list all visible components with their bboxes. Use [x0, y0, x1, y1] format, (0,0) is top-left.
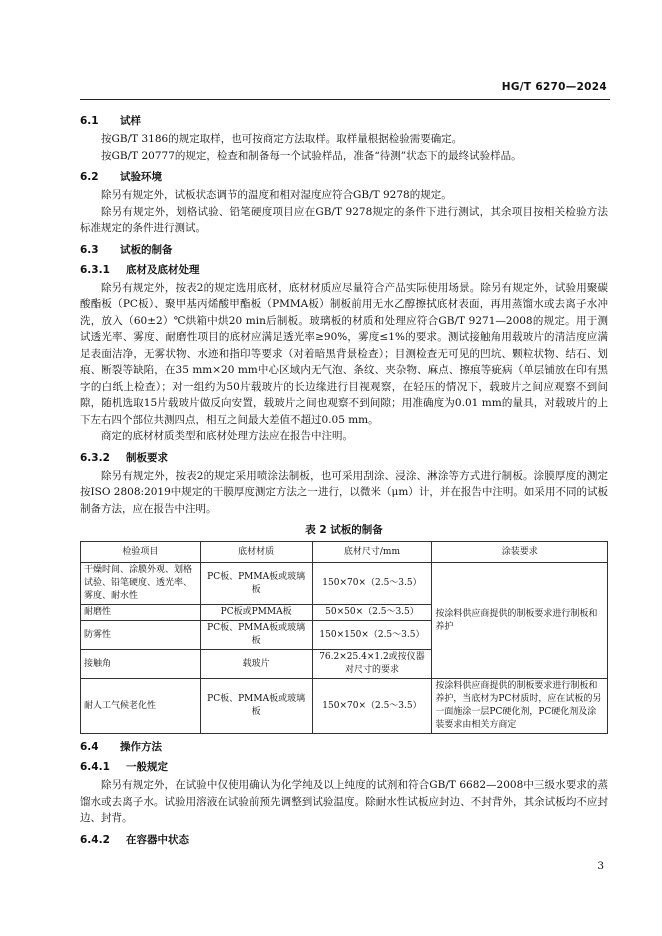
- table-cell: 150×150×（2.5～3.5）: [312, 621, 432, 650]
- paragraph: 按GB/T 3186的规定取样，也可按商定方法取样。取样量根据检验需要确定。: [101, 133, 463, 145]
- paragraph: 除另有规定外，按表2的规定选用底材，底材材质应尽量符合产品实际使用场景。除另有规定外，试验用聚碳酸酯板（PC板）、聚甲基丙烯酸甲酯板（PMMA板）制板前用无水乙醇擦拭底材表面，再用蒸馏水或去离子水冲洗，放入（60±2）℃烘箱中烘20 min后制板。玻璃板的材质和处理应符合GB/T 9271—2008的规定。用于测试透光率、雾度、耐磨性项目的底材应满足透光率≥90%，雾度≤1%的要求。测试接触角用载玻片的清洁度应满足表面洁净，无雾状物、水迹和指印等要求（对着暗黑背景检查）；目测检查无可见的凹坑、颗粒状物、结石、划痕、断裂等缺陷，在35 mm×20 mm中心区域内无气泡、条纹、夹杂物、麻点、擦痕等疵病（单层铺放在印有黑字的白纸上检查）；对一组约为50片载玻片的长边缘进行目视观察，在轻压的情况下，载玻片之间应观察不到间隙，随机选取15片载玻片做反向安置，载玻片之间也观察不到间隙；用准确度为0.01 mm的量具，对载玻片的上下左右四个部位共测四点，相互之间最大差值不超过0.05 mm。: [80, 281, 608, 426]
- section-6-3-heading: 6.3 试板的制备: [80, 243, 173, 256]
- specimen-preparation-table: [80, 541, 608, 734]
- table-cell: PC板、PMMA板或玻璃板: [200, 563, 312, 605]
- table-cell: 150×70×（2.5～3.5）: [312, 563, 432, 605]
- table-cell: 按涂料供应商提供的制板要求进行制板和养护: [432, 563, 608, 679]
- table-cell: 76.2×25.4×1.2或按仪器对尺寸的要求: [312, 650, 432, 679]
- section-6-4-heading: 6.4 操作方法: [80, 741, 162, 753]
- table-cell: 按涂料供应商提供的制板要求进行制板和养护，当底材为PC材质时，应在试板的另一面施涂一层PC硬化剂，PC硬化剂及涂装要求由相关方商定: [432, 679, 608, 734]
- section-6-3-2-heading: 6.3.2 制板要求: [80, 451, 168, 464]
- standard-number: HG/T 6270—2024: [501, 81, 607, 93]
- paragraph: 除另有规定外，按表2的规定采用喷涂法制板，也可采用刮涂、浸涂、淋涂等方式进行制板。涂膜厚度的测定按ISO 2808:2019中规定的干膜厚度测定方法之一进行，以微米（μm）计，并在报告中注明。如采用不同的试板制备方法，应在报告中注明。: [80, 469, 608, 515]
- header-cell: 涂装要求: [432, 542, 608, 563]
- table-cell: 50×50×（2.5～3.5）: [312, 605, 432, 621]
- table-cell: 载玻片: [200, 650, 312, 679]
- table-cell: 150×70×（2.5～3.5）: [312, 679, 432, 734]
- page-number: 3: [597, 860, 604, 872]
- table-cell: PC板、PMMA板或玻璃板: [200, 621, 312, 650]
- table-cell: 干燥时间、涂膜外观、划格试验、铅笔硬度、透光率、雾度、耐水性: [81, 563, 201, 605]
- header-cell: 检验项目: [81, 542, 201, 563]
- paragraph: 除另有规定外，在试验中仅使用确认为化学纯及以上纯度的试剂和符合GB/T 6682—2008中三级水要求的蒸馏水或去离子水。试验用溶液在试验前预先调整到试验温度。除耐水性试板应封边、不封背外，其余试板均不应封边、封背。: [80, 779, 608, 824]
- table-cell: PC板或PMMA板: [200, 605, 312, 621]
- table-header-row: [81, 542, 608, 563]
- paragraph: 商定的底材材质类型和底材处理方法应在报告中注明。: [101, 430, 353, 442]
- table-cell: 防雾性: [81, 621, 201, 650]
- header-cell: 底材材质: [200, 542, 312, 563]
- section-6-3-1-heading: 6.3.1 底材及底材处理: [80, 263, 200, 276]
- paragraph: 除另有规定外，试板状态调节的温度和相对湿度应符合GB/T 9278的规定。: [101, 189, 452, 201]
- table-cell: 耐磨性: [81, 605, 201, 621]
- section-6-4-1-heading: 6.4.1 一般规定: [80, 761, 168, 773]
- table-cell: PC板、PMMA板或玻璃板: [200, 679, 312, 734]
- table-caption: 表 2 试板的制备: [305, 524, 383, 536]
- header-rule: [80, 99, 610, 100]
- table-row: [81, 679, 608, 734]
- paragraph: 按GB/T 20777的规定，检查和制备每一个试验样品，准备“待测”状态下的最终试验样品。: [101, 149, 522, 162]
- table-cell: 接触角: [81, 650, 201, 679]
- section-6-4-2-heading: 6.4.2 在容器中状态: [80, 833, 189, 846]
- document-body: [80, 108, 608, 850]
- section-6-2-heading: 6.2 试验环境: [80, 171, 162, 183]
- paragraph: 除另有规定外，划格试验、铅笔硬度项目应在GB/T 9278规定的条件下进行测试，其余项目按相关检验方法标准规定的条件进行测试。: [80, 205, 608, 234]
- table-row: [81, 563, 608, 605]
- table-cell: 耐人工气候老化性: [81, 679, 201, 734]
- section-6-1-heading: 6.1 试样: [80, 115, 141, 127]
- header-cell: 底材尺寸/mm: [312, 542, 432, 563]
